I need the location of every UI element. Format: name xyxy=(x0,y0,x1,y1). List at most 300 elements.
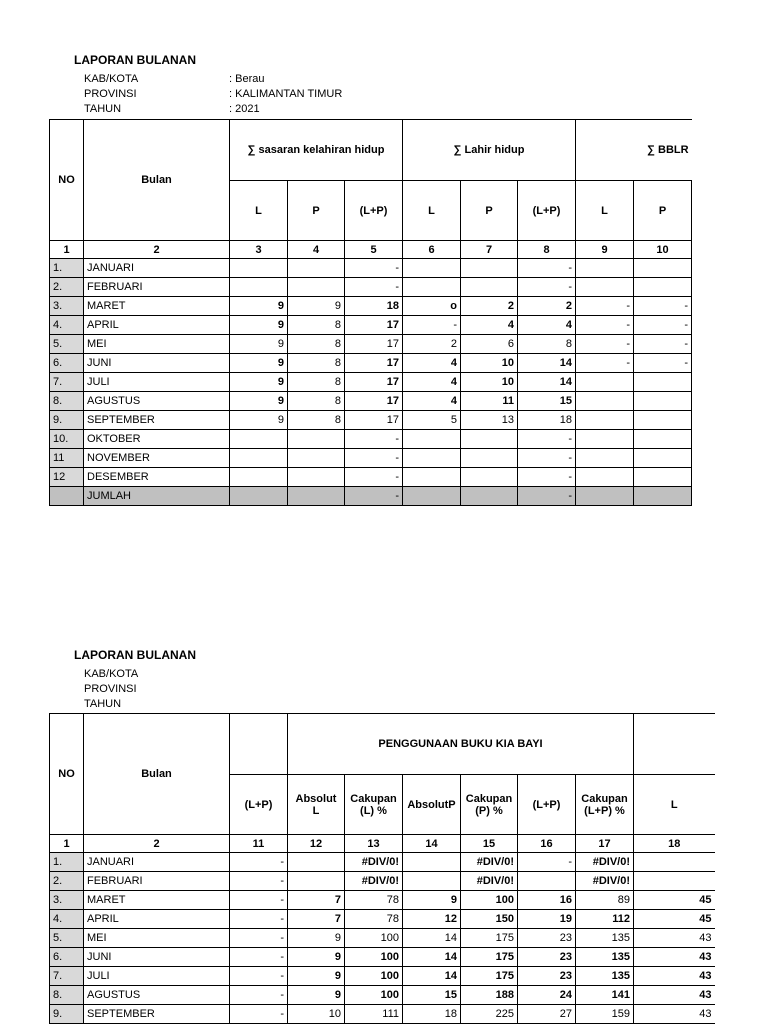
column-number-cell: 9 xyxy=(576,241,634,259)
value-cell xyxy=(288,278,345,297)
row-number-cell: 11 xyxy=(50,449,84,468)
month-cell: JUNI xyxy=(84,948,230,967)
row-number-cell: 9. xyxy=(50,411,84,430)
table-row xyxy=(50,316,692,335)
meta-row xyxy=(84,697,229,712)
meta-value: : KALIMANTAN TIMUR xyxy=(229,88,343,100)
month-cell: OKTOBER xyxy=(84,430,230,449)
value-cell: 9 xyxy=(230,316,288,335)
month-cell: APRIL xyxy=(84,910,230,929)
value-cell: - xyxy=(518,259,576,278)
value-cell: - xyxy=(576,316,634,335)
subheader-cell: L xyxy=(576,181,634,241)
month-cell: SEPTEMBER xyxy=(84,411,230,430)
table-row xyxy=(50,335,692,354)
meta-label: TAHUN xyxy=(84,698,122,710)
value-cell: 15 xyxy=(403,986,461,1005)
month-cell: SEPTEMBER xyxy=(84,1005,230,1024)
value-cell: - xyxy=(576,297,634,316)
table-row xyxy=(50,354,692,373)
meta-row xyxy=(84,102,342,117)
value-cell xyxy=(403,468,461,487)
header-penggunaan-buku-kia-bayi: PENGGUNAAN BUKU KIA BAYI xyxy=(288,714,634,775)
meta-value: : Berau xyxy=(229,73,265,85)
row-number-cell: 4. xyxy=(50,910,84,929)
column-number-cell: 3 xyxy=(230,241,288,259)
report2-table xyxy=(49,713,715,1024)
value-cell: 43 xyxy=(634,986,715,1005)
row-number-cell: 8. xyxy=(50,392,84,411)
value-cell xyxy=(576,430,634,449)
row-number-cell: 7. xyxy=(50,967,84,986)
value-cell: 100 xyxy=(345,929,403,948)
subheader-cell: L xyxy=(230,181,288,241)
column-number-cell: 1 xyxy=(50,241,84,259)
value-cell xyxy=(461,430,518,449)
table-row xyxy=(50,411,692,430)
header-bulan: Bulan xyxy=(84,120,230,241)
row-number-cell: 7. xyxy=(50,373,84,392)
row-number-cell: 6. xyxy=(50,354,84,373)
value-cell xyxy=(288,430,345,449)
value-cell: 17 xyxy=(345,316,403,335)
subheader-cell: Cakupan (P) % xyxy=(461,775,518,835)
report2-meta xyxy=(84,667,229,712)
value-cell: 8 xyxy=(518,335,576,354)
meta-value: : 2021 xyxy=(229,103,260,115)
value-cell: 18 xyxy=(345,297,403,316)
value-cell xyxy=(288,259,345,278)
total-value-cell xyxy=(461,487,518,506)
column-number-cell: 10 xyxy=(634,241,692,259)
value-cell: #DIV/0! xyxy=(461,872,518,891)
value-cell: 17 xyxy=(345,373,403,392)
value-cell: - xyxy=(345,278,403,297)
column-number-cell: 2 xyxy=(84,241,230,259)
value-cell xyxy=(576,449,634,468)
column-number-cell: 8 xyxy=(518,241,576,259)
value-cell: - xyxy=(345,468,403,487)
value-cell xyxy=(461,259,518,278)
value-cell: 18 xyxy=(518,411,576,430)
row-number-cell: 9. xyxy=(50,1005,84,1024)
value-cell: 9 xyxy=(403,891,461,910)
value-cell: - xyxy=(634,354,692,373)
row-number-cell: 3. xyxy=(50,297,84,316)
column-number-cell: 16 xyxy=(518,835,576,853)
value-cell: 78 xyxy=(345,891,403,910)
total-label-cell: JUMLAH xyxy=(84,487,230,506)
value-cell: 9 xyxy=(230,335,288,354)
value-cell xyxy=(403,853,461,872)
value-cell: 45 xyxy=(634,891,715,910)
value-cell: 225 xyxy=(461,1005,518,1024)
subheader-cell: P xyxy=(634,181,692,241)
meta-label: KAB/KOTA xyxy=(84,73,139,85)
value-cell xyxy=(518,872,576,891)
value-cell: - xyxy=(634,297,692,316)
value-cell: 10 xyxy=(461,354,518,373)
value-cell xyxy=(634,449,692,468)
value-cell: - xyxy=(576,354,634,373)
subheader-cell: (L+P) xyxy=(230,775,288,835)
header-sasaran-kelahiran-hidup: ∑ sasaran kelahiran hidup xyxy=(230,120,403,181)
column-number-cell: 5 xyxy=(345,241,403,259)
month-cell: JANUARI xyxy=(84,853,230,872)
value-cell: 8 xyxy=(288,373,345,392)
table-row xyxy=(50,986,715,1005)
subheader-cell: L xyxy=(403,181,461,241)
value-cell: 175 xyxy=(461,948,518,967)
value-cell: #DIV/0! xyxy=(461,853,518,872)
value-cell: 43 xyxy=(634,1005,715,1024)
meta-label: PROVINSI xyxy=(84,88,137,100)
value-cell: 2 xyxy=(403,335,461,354)
value-cell: 9 xyxy=(230,411,288,430)
value-cell: - xyxy=(230,1005,288,1024)
table-row xyxy=(50,430,692,449)
meta-row xyxy=(84,72,342,87)
row-number-cell: 4. xyxy=(50,316,84,335)
subheader-cell: Absolut L xyxy=(288,775,345,835)
row-number-cell: 1. xyxy=(50,259,84,278)
value-cell: 9 xyxy=(230,373,288,392)
value-cell: - xyxy=(230,967,288,986)
table-row xyxy=(50,468,692,487)
value-cell xyxy=(403,872,461,891)
month-cell: FEBRUARI xyxy=(84,872,230,891)
month-cell: MEI xyxy=(84,335,230,354)
column-number-cell: 11 xyxy=(230,835,288,853)
table-row xyxy=(50,891,715,910)
value-cell: 17 xyxy=(345,392,403,411)
header-no: NO xyxy=(50,120,84,241)
value-cell: 2 xyxy=(518,297,576,316)
column-number-cell: 7 xyxy=(461,241,518,259)
table-row xyxy=(50,929,715,948)
value-cell xyxy=(288,872,345,891)
value-cell: 89 xyxy=(576,891,634,910)
value-cell: 4 xyxy=(403,392,461,411)
subheader-cell: (L+P) xyxy=(518,775,576,835)
value-cell: 159 xyxy=(576,1005,634,1024)
table-row xyxy=(50,278,692,297)
column-number-cell: 14 xyxy=(403,835,461,853)
value-cell: #DIV/0! xyxy=(576,853,634,872)
value-cell: 7 xyxy=(288,910,345,929)
value-cell xyxy=(403,430,461,449)
month-cell: AGUSTUS xyxy=(84,986,230,1005)
value-cell xyxy=(403,278,461,297)
value-cell: #DIV/0! xyxy=(576,872,634,891)
value-cell xyxy=(634,853,715,872)
value-cell: 14 xyxy=(403,967,461,986)
value-cell: - xyxy=(345,449,403,468)
value-cell: #DIV/0! xyxy=(345,872,403,891)
value-cell xyxy=(576,411,634,430)
value-cell: 10 xyxy=(461,373,518,392)
value-cell: 9 xyxy=(288,986,345,1005)
value-cell: 8 xyxy=(288,392,345,411)
table-row xyxy=(50,373,692,392)
value-cell: o xyxy=(403,297,461,316)
month-cell: APRIL xyxy=(84,316,230,335)
column-number-cell: 2 xyxy=(84,835,230,853)
column-number-cell: 17 xyxy=(576,835,634,853)
row-number-cell: 10. xyxy=(50,430,84,449)
subheader-cell: Cakupan (L+P) % xyxy=(576,775,634,835)
column-number-cell: 13 xyxy=(345,835,403,853)
value-cell: 8 xyxy=(288,316,345,335)
value-cell: 9 xyxy=(288,929,345,948)
meta-row xyxy=(84,87,342,102)
value-cell: - xyxy=(230,872,288,891)
header-bulan: Bulan xyxy=(84,714,230,835)
header-lahir-hidup: ∑ Lahir hidup xyxy=(403,120,576,181)
value-cell: 24 xyxy=(518,986,576,1005)
value-cell: 9 xyxy=(288,948,345,967)
total-value-cell xyxy=(576,487,634,506)
value-cell: - xyxy=(230,948,288,967)
month-cell: JUNI xyxy=(84,354,230,373)
value-cell: 23 xyxy=(518,929,576,948)
value-cell xyxy=(634,411,692,430)
table-row xyxy=(50,967,715,986)
value-cell: 9 xyxy=(230,392,288,411)
row-number-cell: 12 xyxy=(50,468,84,487)
month-cell: JULI xyxy=(84,967,230,986)
value-cell xyxy=(576,373,634,392)
value-cell xyxy=(634,468,692,487)
value-cell xyxy=(461,449,518,468)
value-cell: 8 xyxy=(288,411,345,430)
subheader-cell: (L+P) xyxy=(345,181,403,241)
subheader-cell: P xyxy=(288,181,345,241)
value-cell: 4 xyxy=(403,373,461,392)
table-row xyxy=(50,872,715,891)
total-value-cell xyxy=(288,487,345,506)
meta-row xyxy=(84,667,229,682)
table-row xyxy=(50,1005,715,1024)
value-cell: - xyxy=(230,910,288,929)
row-number-cell: 2. xyxy=(50,278,84,297)
column-number-cell: 6 xyxy=(403,241,461,259)
value-cell: - xyxy=(634,335,692,354)
value-cell: 9 xyxy=(230,354,288,373)
value-cell: 100 xyxy=(345,967,403,986)
value-cell: 19 xyxy=(518,910,576,929)
value-cell: 43 xyxy=(634,948,715,967)
value-cell: 8 xyxy=(288,335,345,354)
header-bblr: ∑ BBLR xyxy=(576,120,692,181)
month-cell: FEBRUARI xyxy=(84,278,230,297)
value-cell: 43 xyxy=(634,929,715,948)
row-number-cell: 2. xyxy=(50,872,84,891)
table-row xyxy=(50,259,692,278)
value-cell xyxy=(288,468,345,487)
row-number-cell xyxy=(50,487,84,506)
header-no: NO xyxy=(50,714,84,835)
value-cell: 135 xyxy=(576,967,634,986)
table-row xyxy=(50,948,715,967)
value-cell xyxy=(461,278,518,297)
value-cell xyxy=(288,853,345,872)
value-cell: 4 xyxy=(518,316,576,335)
value-cell: - xyxy=(518,468,576,487)
value-cell: 17 xyxy=(345,335,403,354)
value-cell: 6 xyxy=(461,335,518,354)
table-row xyxy=(50,297,692,316)
month-cell: DESEMBER xyxy=(84,468,230,487)
value-cell xyxy=(634,278,692,297)
value-cell: - xyxy=(230,929,288,948)
row-number-cell: 3. xyxy=(50,891,84,910)
value-cell: - xyxy=(634,316,692,335)
subheader-cell: P xyxy=(461,181,518,241)
meta-label: PROVINSI xyxy=(84,683,137,695)
value-cell: - xyxy=(403,316,461,335)
value-cell: 23 xyxy=(518,948,576,967)
column-number-cell: 1 xyxy=(50,835,84,853)
value-cell: - xyxy=(230,853,288,872)
value-cell xyxy=(461,468,518,487)
value-cell: 111 xyxy=(345,1005,403,1024)
value-cell xyxy=(403,259,461,278)
subheader-cell: L xyxy=(634,775,715,835)
value-cell: 13 xyxy=(461,411,518,430)
value-cell: 4 xyxy=(461,316,518,335)
total-value-cell: - xyxy=(518,487,576,506)
column-number-cell: 12 xyxy=(288,835,345,853)
table-row xyxy=(50,449,692,468)
meta-label: TAHUN xyxy=(84,103,122,115)
column-number-cell: 4 xyxy=(288,241,345,259)
value-cell xyxy=(634,259,692,278)
meta-row xyxy=(84,682,229,697)
month-cell: AGUSTUS xyxy=(84,392,230,411)
row-number-cell: 6. xyxy=(50,948,84,967)
report1-title: LAPORAN BULANAN xyxy=(74,53,196,67)
subheader-cell: (L+P) xyxy=(518,181,576,241)
month-cell: MARET xyxy=(84,891,230,910)
value-cell: 8 xyxy=(288,354,345,373)
value-cell xyxy=(634,392,692,411)
value-cell xyxy=(230,449,288,468)
month-cell: NOVEMBER xyxy=(84,449,230,468)
subheader-cell: Cakupan (L) % xyxy=(345,775,403,835)
value-cell: 14 xyxy=(518,354,576,373)
value-cell: 9 xyxy=(288,967,345,986)
value-cell: 43 xyxy=(634,967,715,986)
value-cell xyxy=(576,392,634,411)
value-cell xyxy=(230,259,288,278)
total-value-cell xyxy=(230,487,288,506)
column-number-cell: 18 xyxy=(634,835,715,853)
table-row xyxy=(50,910,715,929)
row-number-cell: 5. xyxy=(50,929,84,948)
month-cell: MARET xyxy=(84,297,230,316)
row-number-cell: 5. xyxy=(50,335,84,354)
value-cell: 100 xyxy=(461,891,518,910)
meta-label: KAB/KOTA xyxy=(84,668,139,680)
value-cell xyxy=(576,259,634,278)
subheader-cell: AbsolutP xyxy=(403,775,461,835)
value-cell: 4 xyxy=(403,354,461,373)
total-value-cell xyxy=(634,487,692,506)
value-cell: 100 xyxy=(345,948,403,967)
value-cell xyxy=(230,278,288,297)
value-cell: - xyxy=(345,430,403,449)
table-row xyxy=(50,392,692,411)
value-cell: 11 xyxy=(461,392,518,411)
value-cell: 150 xyxy=(461,910,518,929)
value-cell: 16 xyxy=(518,891,576,910)
month-cell: MEI xyxy=(84,929,230,948)
value-cell: 175 xyxy=(461,967,518,986)
value-cell: 141 xyxy=(576,986,634,1005)
value-cell: 78 xyxy=(345,910,403,929)
value-cell: 135 xyxy=(576,948,634,967)
value-cell: 5 xyxy=(403,411,461,430)
value-cell: 9 xyxy=(288,297,345,316)
value-cell xyxy=(576,278,634,297)
value-cell: - xyxy=(576,335,634,354)
value-cell: 23 xyxy=(518,967,576,986)
value-cell: - xyxy=(518,853,576,872)
value-cell: - xyxy=(345,259,403,278)
value-cell: 15 xyxy=(518,392,576,411)
value-cell xyxy=(288,449,345,468)
value-cell: - xyxy=(518,449,576,468)
header-blank xyxy=(230,714,288,775)
value-cell: 112 xyxy=(576,910,634,929)
column-number-cell: 15 xyxy=(461,835,518,853)
report1-table xyxy=(49,119,692,506)
value-cell: - xyxy=(230,891,288,910)
value-cell: 100 xyxy=(345,986,403,1005)
header-blank xyxy=(634,714,715,775)
total-value-cell: - xyxy=(345,487,403,506)
value-cell: 18 xyxy=(403,1005,461,1024)
value-cell: 10 xyxy=(288,1005,345,1024)
value-cell: 17 xyxy=(345,354,403,373)
value-cell: 27 xyxy=(518,1005,576,1024)
value-cell: 14 xyxy=(403,929,461,948)
total-row xyxy=(50,487,692,506)
value-cell: #DIV/0! xyxy=(345,853,403,872)
value-cell xyxy=(230,430,288,449)
value-cell: 135 xyxy=(576,929,634,948)
row-number-cell: 8. xyxy=(50,986,84,1005)
value-cell: 17 xyxy=(345,411,403,430)
value-cell: 14 xyxy=(403,948,461,967)
value-cell xyxy=(634,373,692,392)
value-cell xyxy=(634,872,715,891)
value-cell: 12 xyxy=(403,910,461,929)
report2-title: LAPORAN BULANAN xyxy=(74,648,196,662)
value-cell xyxy=(576,468,634,487)
value-cell: - xyxy=(230,986,288,1005)
value-cell: 2 xyxy=(461,297,518,316)
value-cell xyxy=(403,449,461,468)
value-cell: 45 xyxy=(634,910,715,929)
value-cell: 7 xyxy=(288,891,345,910)
value-cell: 175 xyxy=(461,929,518,948)
value-cell xyxy=(634,430,692,449)
value-cell: - xyxy=(518,278,576,297)
value-cell: 14 xyxy=(518,373,576,392)
month-cell: JULI xyxy=(84,373,230,392)
